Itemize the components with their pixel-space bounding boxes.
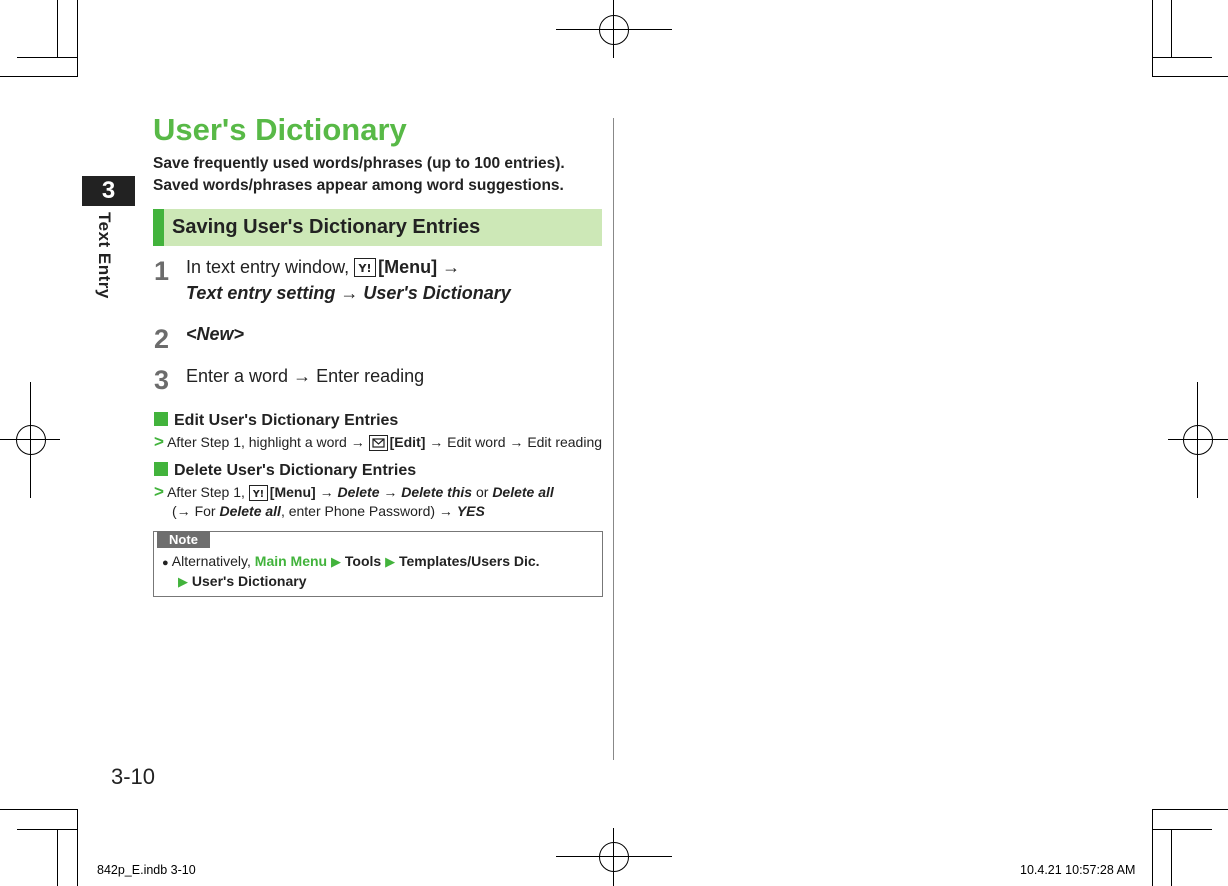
edit-detail [154,432,602,452]
registration-mark [599,842,629,872]
detail-part: or [475,484,489,500]
page-title: User's Dictionary [153,112,407,147]
edit-heading: Edit User's Dictionary Entries [174,412,399,429]
chapter-label: Text Entry [95,212,114,299]
crop-mark [1197,382,1198,498]
key-label: [Menu] [378,257,438,277]
detail-part: ( [172,503,177,519]
step-marker: > [154,432,164,451]
menu-key-icon [249,485,268,501]
arrow: → [340,283,359,303]
menu-option: Text entry setting [186,283,336,303]
delete-heading: Delete User's Dictionary Entries [174,462,417,479]
key-label: [Menu] [269,484,316,500]
section-heading-bar [153,209,602,246]
crop-mark [57,829,58,886]
crop-mark [1171,829,1172,886]
registration-mark [599,15,629,45]
step-text: <New> [186,324,245,344]
crop-mark [77,0,78,77]
menu-option: YES [456,503,485,519]
page-divider [613,118,614,760]
edit-heading-row [154,412,398,430]
step-text [186,366,424,387]
step-number: 1 [154,256,170,286]
intro-text [153,153,565,197]
arrow: → [438,503,453,519]
arrow: → [293,366,312,386]
detail-part: Edit reading [527,434,603,450]
note-lead: Alternatively, [171,553,251,569]
footer-file-info: 842p_E.indb 3-10 [97,863,196,877]
intro-line: Saved words/phrases appear among word suggestions. [153,177,564,194]
crop-mark [77,809,78,886]
note-tab: Note [157,531,210,548]
delete-heading-row [154,462,416,480]
crop-mark [613,0,614,58]
crop-mark [1152,0,1153,77]
chapter-number: 3 [82,176,135,206]
menu-option: Delete all [492,484,554,500]
svg-text:Y!: Y! [252,489,264,500]
detail-part: After Step 1, highlight a word [167,434,347,450]
crop-mark [556,856,672,857]
menu-option: User's Dictionary [363,283,511,303]
registration-mark [16,425,46,455]
arrow: → [383,484,398,500]
mail-key-icon [369,435,388,451]
menu-option: Delete [337,484,380,500]
step-marker: > [154,482,164,501]
detail-part: For [194,503,216,519]
step-text-part: In text entry window, [186,257,350,277]
step-text-part: Enter reading [316,366,425,386]
delete-detail [154,482,554,502]
bullet-icon: ● [162,557,169,569]
triangle-right-icon: ▶ [331,554,342,569]
square-bullet-icon [154,462,168,476]
crop-mark [30,382,31,498]
note-line2 [178,573,307,590]
triangle-right-icon: ▶ [178,574,188,589]
step-text-line2 [186,283,511,304]
detail-part: Edit word [447,434,506,450]
crop-mark [1152,809,1153,886]
crop-mark [1152,76,1228,77]
arrow: → [319,484,334,500]
section-accent [153,209,164,246]
crop-mark [0,76,77,77]
crop-mark [556,29,672,30]
page-number: 3-10 [111,764,156,789]
arrow: → [429,434,444,450]
note-path-main-menu: Main Menu [254,553,328,569]
crop-mark [1171,0,1172,57]
crop-mark [17,829,77,830]
registration-mark [1183,425,1213,455]
menu-option: Delete this [401,484,473,500]
step-number: 3 [154,365,170,395]
section-heading: Saving User's Dictionary Entries [172,216,481,238]
crop-mark [1152,57,1212,58]
note-path-item: Tools [344,553,382,569]
arrow: → [350,434,365,450]
crop-mark [57,0,58,57]
note-line1 [162,553,540,570]
crop-mark [1152,829,1212,830]
detail-part: After Step 1, [167,484,245,500]
intro-line: Save frequently used words/phrases (up to 100 entries). [153,155,565,172]
crop-mark [17,57,77,58]
step-text-part: Enter a word [186,366,289,386]
triangle-right-icon: ▶ [385,554,396,569]
svg-text:Y!: Y! [358,262,372,275]
crop-mark [1152,809,1228,810]
delete-detail-line2 [172,503,485,519]
detail-part: , enter Phone Password) [280,503,436,519]
arrow: → [509,434,524,450]
step-text [186,257,460,278]
crop-mark [0,809,77,810]
crop-mark [1168,439,1228,440]
menu-option: Delete all [219,503,281,519]
step-number: 2 [154,324,170,354]
square-bullet-icon [154,412,168,426]
crop-mark [613,828,614,886]
footer-timestamp: 10.4.21 10:57:28 AM [1020,863,1136,877]
menu-key-icon [354,258,376,277]
key-label: [Edit] [389,434,426,450]
arrow: → [176,503,191,519]
chapter-label-box [94,212,124,302]
note-path-item: User's Dictionary [191,573,307,589]
arrow: → [442,257,461,277]
note-path-item: Templates/Users Dic. [398,553,540,569]
